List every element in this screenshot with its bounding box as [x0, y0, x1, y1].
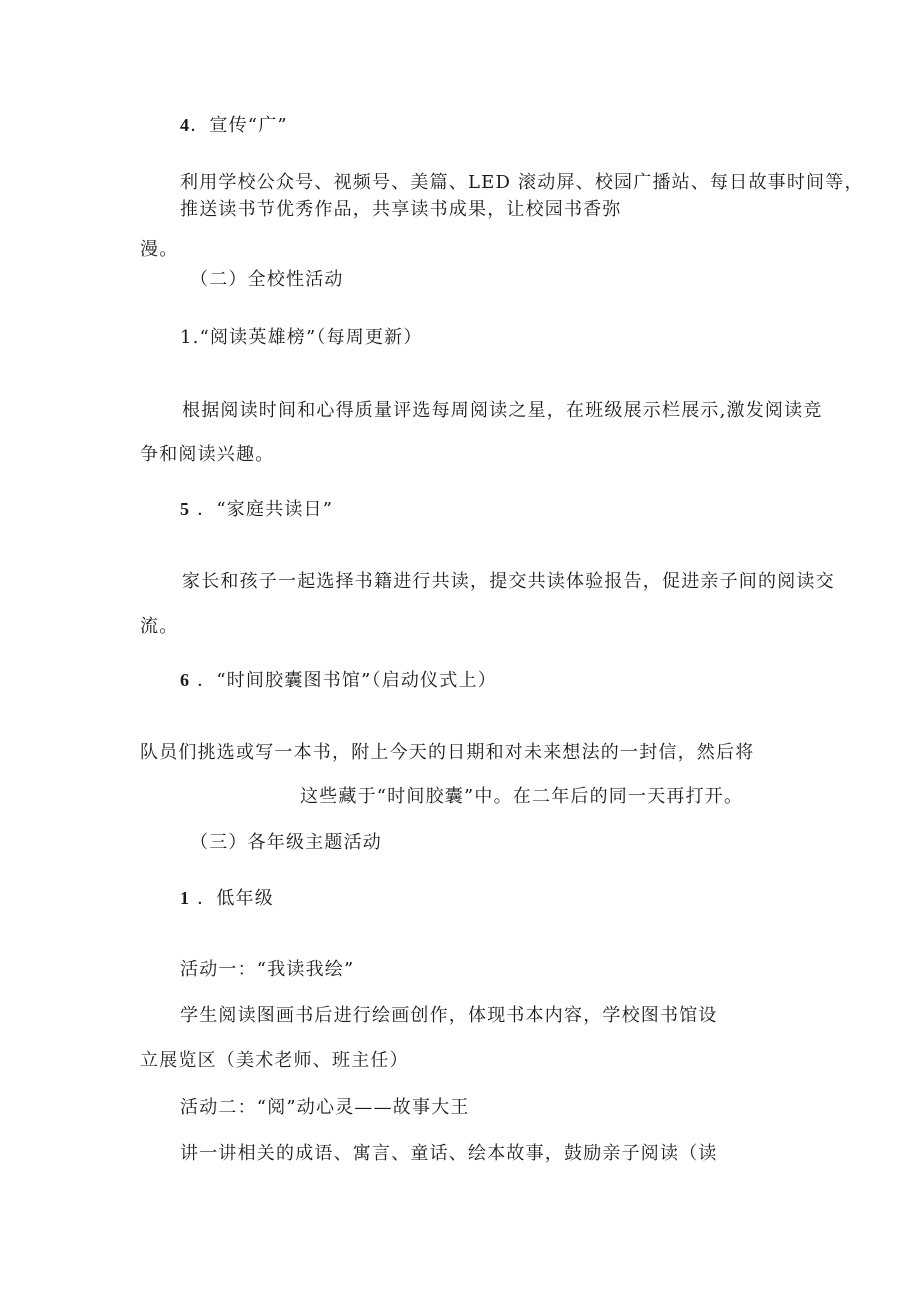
section-4-title: ．宣传“广”: [190, 115, 288, 136]
section-4-paragraph-line-2: 推送读书节优秀作品，共享读书成果，让校园书香弥: [180, 199, 622, 220]
item-6-paragraph-line-2: 这些藏于“时间胶囊”中。在二年后的同一天再打开。: [300, 786, 744, 807]
section-4-number: 4: [180, 115, 191, 135]
item-1-title: 1.“阅读英雄榜”（每周更新）: [180, 327, 423, 348]
item-5-number: 5: [180, 499, 191, 519]
grade-1-title: ．低年级: [197, 888, 274, 909]
activity-1-title: 活动一：“我读我绘”: [180, 959, 355, 980]
activity-2-paragraph-line-1: 讲一讲相关的成语、寓言、童话、绘本故事，鼓励亲子阅读（读: [180, 1143, 718, 1164]
item-5-title: ．“家庭共读日”: [197, 499, 334, 520]
item-1-paragraph-line-2: 争和阅读兴趣。: [140, 444, 275, 465]
item-5-paragraph-line-2: 流。: [140, 616, 179, 637]
part-3-heading: （三）各年级主题活动: [190, 832, 382, 853]
item-5-paragraph-line-1: 家长和孩子一起选择书籍进行共读，提交共读体验报告，促进亲子间的阅读交: [182, 571, 835, 592]
item-6-paragraph-line-1: 队员们挑选或写一本书，附上今天的日期和对未来想法的一封信，然后将: [140, 742, 755, 763]
activity-1-paragraph-line-1: 学生阅读图画书后进行绘画创作，体现书本内容，学校图书馆设: [180, 1005, 718, 1026]
part-2-heading: （二）全校性活动: [190, 269, 344, 290]
item-1-paragraph-line-1: 根据阅读时间和心得质量评选每周阅读之星，在班级展示栏展示,激发阅读竞: [182, 400, 823, 421]
activity-2-title: 活动二：“阅”动心灵——故事大王: [180, 1097, 470, 1118]
section-4-paragraph-line-3: 漫。: [140, 239, 179, 260]
grade-1-heading: [180, 886, 274, 911]
item-6-heading: [180, 668, 497, 693]
item-6-title: ．“时间胶囊图书馆”（启动仪式上）: [197, 670, 497, 691]
grade-1-number: 1: [180, 888, 191, 908]
activity-1-paragraph-line-2: 立展览区（美术老师、班主任）: [140, 1050, 409, 1071]
item-5-heading: [180, 497, 333, 522]
section-4-heading: [180, 113, 288, 138]
section-4-paragraph-line-1: 利用学校公众号、视频号、美篇、LED 滚动屏、校园广播站、每日故事时间等，: [180, 172, 864, 193]
item-6-number: 6: [180, 670, 191, 690]
